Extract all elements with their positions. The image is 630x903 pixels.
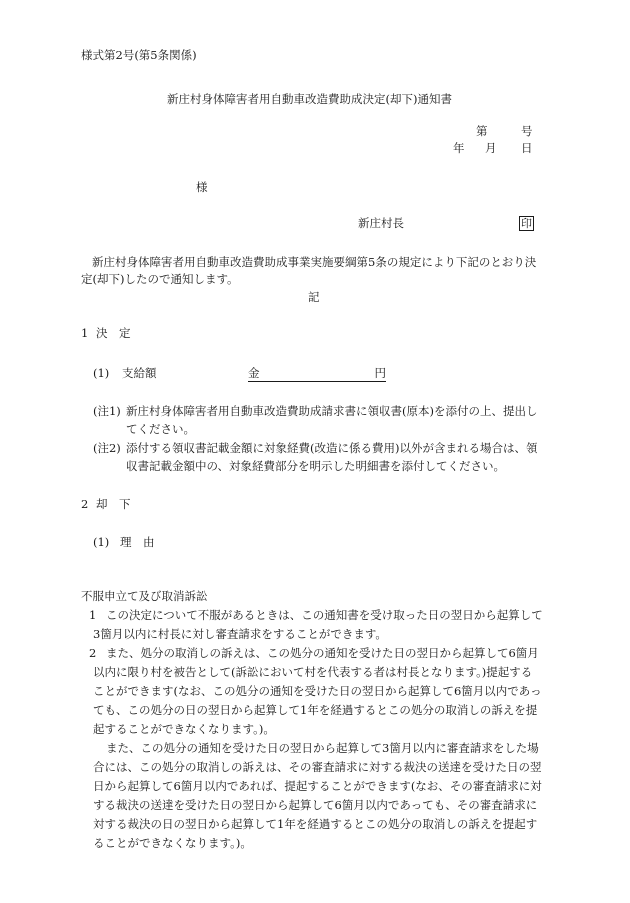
reason-number: (1) [93, 535, 110, 549]
appeal-item2-line4: ても、この処分の日の翌日から起算して1年を経過するとこの処分の取消しの訴えを提 [93, 703, 538, 717]
form-label: 様式第2号(第5条関係) [81, 48, 197, 62]
seal-mark [519, 216, 534, 231]
appeal-item2-line5: 起することができなくなります。)。 [93, 722, 275, 736]
body-line-1: 新庄村身体障害者用自動車改造費助成事業実施要綱第5条の規定により下記のとおり決 [92, 255, 537, 269]
ki-heading: 記 [308, 290, 320, 304]
payment-en: 円 [374, 366, 386, 380]
section1-number: 1 [81, 326, 89, 340]
payment-amount-field [248, 368, 386, 382]
date-year: 年 [453, 141, 465, 155]
note2-line1: 添付する領収書記載金額に対象経費(改造に係る費用)以外が含まれる場合は、領 [126, 441, 538, 455]
payment-kin: 金 [248, 366, 260, 380]
appeal-para2-line3: 日から起算して6箇月以内であれば、提起することができます(なお、その審査請求に対 [93, 779, 542, 793]
seal-label: 印 [521, 217, 532, 230]
body-line-2: 定(却下)したので通知します。 [81, 272, 239, 286]
appeal-item2-line2: 以内に限り村を被告として(訴訟において村を代表する者は村長となります。)提起する [93, 665, 533, 679]
appeal-para2-line5: 対する裁決の日の翌日から起算して1年を経過するとこの処分の取消しの訴えを提起す [93, 817, 538, 831]
payment-number: (1) [93, 366, 110, 380]
note2-line2: 収書記載金額中の、対象経費部分を明示した明細書を添付してください。 [126, 459, 506, 473]
appeal-item1-line2: 3箇月以内に村長に対し審査請求をすることができます。 [93, 627, 387, 641]
note1-line1: 新庄村身体障害者用自動車改造費助成請求書に領収書(原本)を添付の上、提出し [126, 404, 538, 418]
recipient-sama: 様 [196, 180, 208, 194]
reason-label: 理 由 [120, 535, 155, 549]
date-day: 日 [521, 141, 533, 155]
document-title: 新庄村身体障害者用自動車改造費助成決定(却下)通知書 [167, 92, 452, 106]
appeal-para2-line1: また、この処分の通知を受けた日の翌日から起算して3箇月以内に審査請求をした場 [106, 741, 539, 755]
date-month: 月 [485, 141, 497, 155]
number-go: 号 [521, 124, 533, 138]
note1-line2: てください。 [126, 422, 195, 436]
section2-number: 2 [81, 497, 89, 511]
appeal-item2-line1: また、処分の取消しの訴えは、この処分の通知を受けた日の翌日から起算して6箇月 [106, 646, 539, 660]
section2-title: 却 下 [96, 497, 131, 511]
appeal-item1-number: 1 [89, 608, 97, 622]
appeal-heading: 不服申立て及び取消訴訟 [81, 589, 208, 603]
appeal-item2-number: 2 [89, 646, 97, 660]
issuer-name: 新庄村長 [358, 216, 404, 230]
appeal-item2-line3: ことができます(なお、この処分の通知を受けた日の翌日から起算して6箇月以内であっ [93, 684, 542, 698]
payment-label: 支給額 [122, 366, 157, 380]
note2-label: (注2) [93, 441, 121, 455]
note1-label: (注1) [93, 404, 121, 418]
appeal-para2-line2: 合には、この処分の取消しの訴えは、その審査請求に対する裁決の送達を受けた日の翌 [93, 760, 542, 774]
appeal-para2-line4: する裁決の送達を受けた日の翌日から起算して6箇月以内であっても、その審査請求に [93, 798, 538, 812]
appeal-item1-line1: この決定について不服があるときは、この通知書を受け取った日の翌日から起算して [106, 608, 543, 622]
section1-title: 決 定 [96, 326, 131, 340]
appeal-para2-line6: ることができなくなります。)。 [93, 836, 252, 850]
number-dai: 第 [476, 124, 488, 138]
